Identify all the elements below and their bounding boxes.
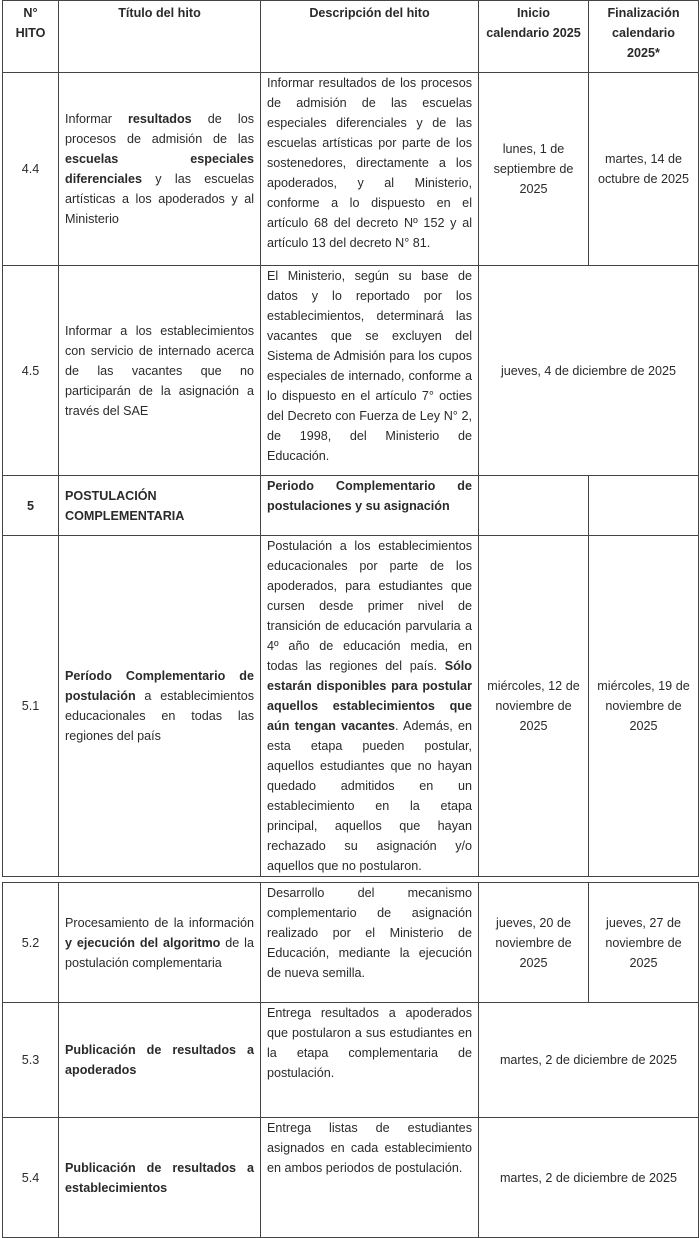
text-segment: Sólo estarán disponibles para postular aquellos establecimientos que aún tengan vacantes	[267, 659, 472, 733]
start-date	[479, 476, 589, 536]
table-row	[3, 1003, 699, 1118]
milestones-table-continued	[2, 882, 699, 1238]
start-date: jueves, 20 de noviembre de 2025	[479, 883, 589, 1003]
text-segment: Publicación de resultados a apoderados	[65, 1043, 254, 1077]
text-segment: y ejecución del algoritmo	[65, 935, 221, 950]
table-row	[3, 73, 699, 266]
milestones-table	[2, 0, 699, 877]
text-segment: de la postulación complementaria	[65, 935, 254, 970]
milestone-date: martes, 2 de diciembre de 2025	[479, 1118, 699, 1238]
text-segment: Publicación de resultados a establecimientos	[65, 1160, 254, 1195]
text-segment: Procesamiento de la información	[65, 915, 254, 930]
milestone-title	[59, 1003, 261, 1118]
end-date: miércoles, 19 de noviembre de 2025	[589, 536, 699, 877]
text-segment: Informar	[65, 112, 128, 126]
milestone-number: 5.4	[3, 1118, 59, 1238]
text-segment: y las escuelas artísticas a los apoderados y al Ministerio	[65, 172, 254, 226]
milestone-description	[261, 476, 479, 536]
milestone-date: martes, 2 de diciembre de 2025	[479, 1003, 699, 1118]
text-segment: Entrega resultados a apoderados que postularon a sus estudiantes en la etapa complementaria de postulación.	[267, 1006, 472, 1080]
milestone-date: jueves, 4 de diciembre de 2025	[479, 266, 699, 476]
milestone-title	[59, 883, 261, 1003]
milestone-description	[261, 73, 479, 266]
milestone-description	[261, 536, 479, 877]
text-segment: Período Complementario de postulación	[65, 669, 254, 703]
table-row	[3, 476, 699, 536]
text-segment: resultados	[128, 112, 192, 126]
header-description: Descripción del hito	[261, 1, 479, 73]
text-segment: escuelas especiales diferenciales	[65, 152, 254, 186]
text-segment: . Además, en esta etapa pueden postular, aquellos estudiantes que no hayan quedado admitidos en un establecimiento en la etapa principal, aquellos que hayan rechazado su asignación y/o aquellos que no postularon.	[267, 719, 472, 873]
start-date: miércoles, 12 de noviembre de 2025	[479, 536, 589, 877]
table-row	[3, 266, 699, 476]
milestone-number: 5.2	[3, 883, 59, 1003]
text-segment: Informar resultados de los procesos de admisión de las escuelas especiales diferenciales y de las escuelas artísticas por parte de los sostenedores, directamente a los apoderados, y al Ministerio, conforme a lo dispuesto en el artículo 68 del decreto Nº 152 y al artículo 13 del decreto N° 81.	[267, 76, 472, 250]
milestone-description	[261, 1003, 479, 1118]
table-row	[3, 883, 699, 1003]
end-date: martes, 14 de octubre de 2025	[589, 73, 699, 266]
table-row	[3, 1118, 699, 1238]
milestone-title	[59, 476, 261, 536]
milestone-title	[59, 266, 261, 476]
text-segment: a establecimientos educacionales en todas las regiones del país	[65, 689, 254, 743]
text-segment: Entrega listas de estudiantes asignados en cada establecimiento en ambos periodos de postulación.	[267, 1121, 472, 1175]
text-segment: Postulación a los establecimientos educacionales por parte de los apoderados, para estudiantes que cursen desde primer nivel de transición de educación parvularia a 4º año de educación media, en todas las regiones del país.	[267, 539, 472, 673]
text-segment: de los procesos de admisión de las	[65, 112, 255, 146]
milestone-number: 4.4	[3, 73, 59, 266]
milestone-title	[59, 1118, 261, 1238]
milestone-number: 5.3	[3, 1003, 59, 1118]
milestone-number: 5.1	[3, 536, 59, 877]
text-segment: El Ministerio, según su base de datos y lo reportado por los establecimientos, determinará las vacantes que se excluyen del Sistema de Admisión para los cupos especiales de internado, conforme a lo dispuesto en el artículo 7° octies del Decreto con Fuerza de Ley N° 2, de 1998, del Ministerio de Educación.	[267, 269, 472, 463]
end-date: jueves, 27 de noviembre de 2025	[589, 883, 699, 1003]
milestone-number: 5	[3, 476, 59, 536]
milestone-description	[261, 1118, 479, 1238]
end-date	[589, 476, 699, 536]
header-num: N° HITO	[3, 1, 59, 73]
text-segment: Periodo Complementario de postulaciones y su asignación	[267, 479, 472, 513]
table-row	[3, 536, 699, 877]
header-row	[3, 1, 699, 73]
text-segment: POSTULACIÓN COMPLEMENTARIA	[65, 488, 185, 523]
header-end: Finalización calendario 2025*	[589, 1, 699, 73]
milestone-title	[59, 73, 261, 266]
text-segment: Desarrollo del mecanismo complementario de asignación realizado por el Ministerio de Educación, mediante la ejecución de nueva semilla.	[267, 886, 472, 980]
header-title: Título del hito	[59, 1, 261, 73]
text-segment: Informar a los establecimientos con servicio de internado acerca de las vacantes que no participarán de la asignación a través del SAE	[65, 323, 254, 418]
start-date: lunes, 1 de septiembre de 2025	[479, 73, 589, 266]
milestone-number: 4.5	[3, 266, 59, 476]
milestone-description	[261, 266, 479, 476]
milestone-description	[261, 883, 479, 1003]
milestone-title	[59, 536, 261, 877]
header-start: Inicio calendario 2025	[479, 1, 589, 73]
